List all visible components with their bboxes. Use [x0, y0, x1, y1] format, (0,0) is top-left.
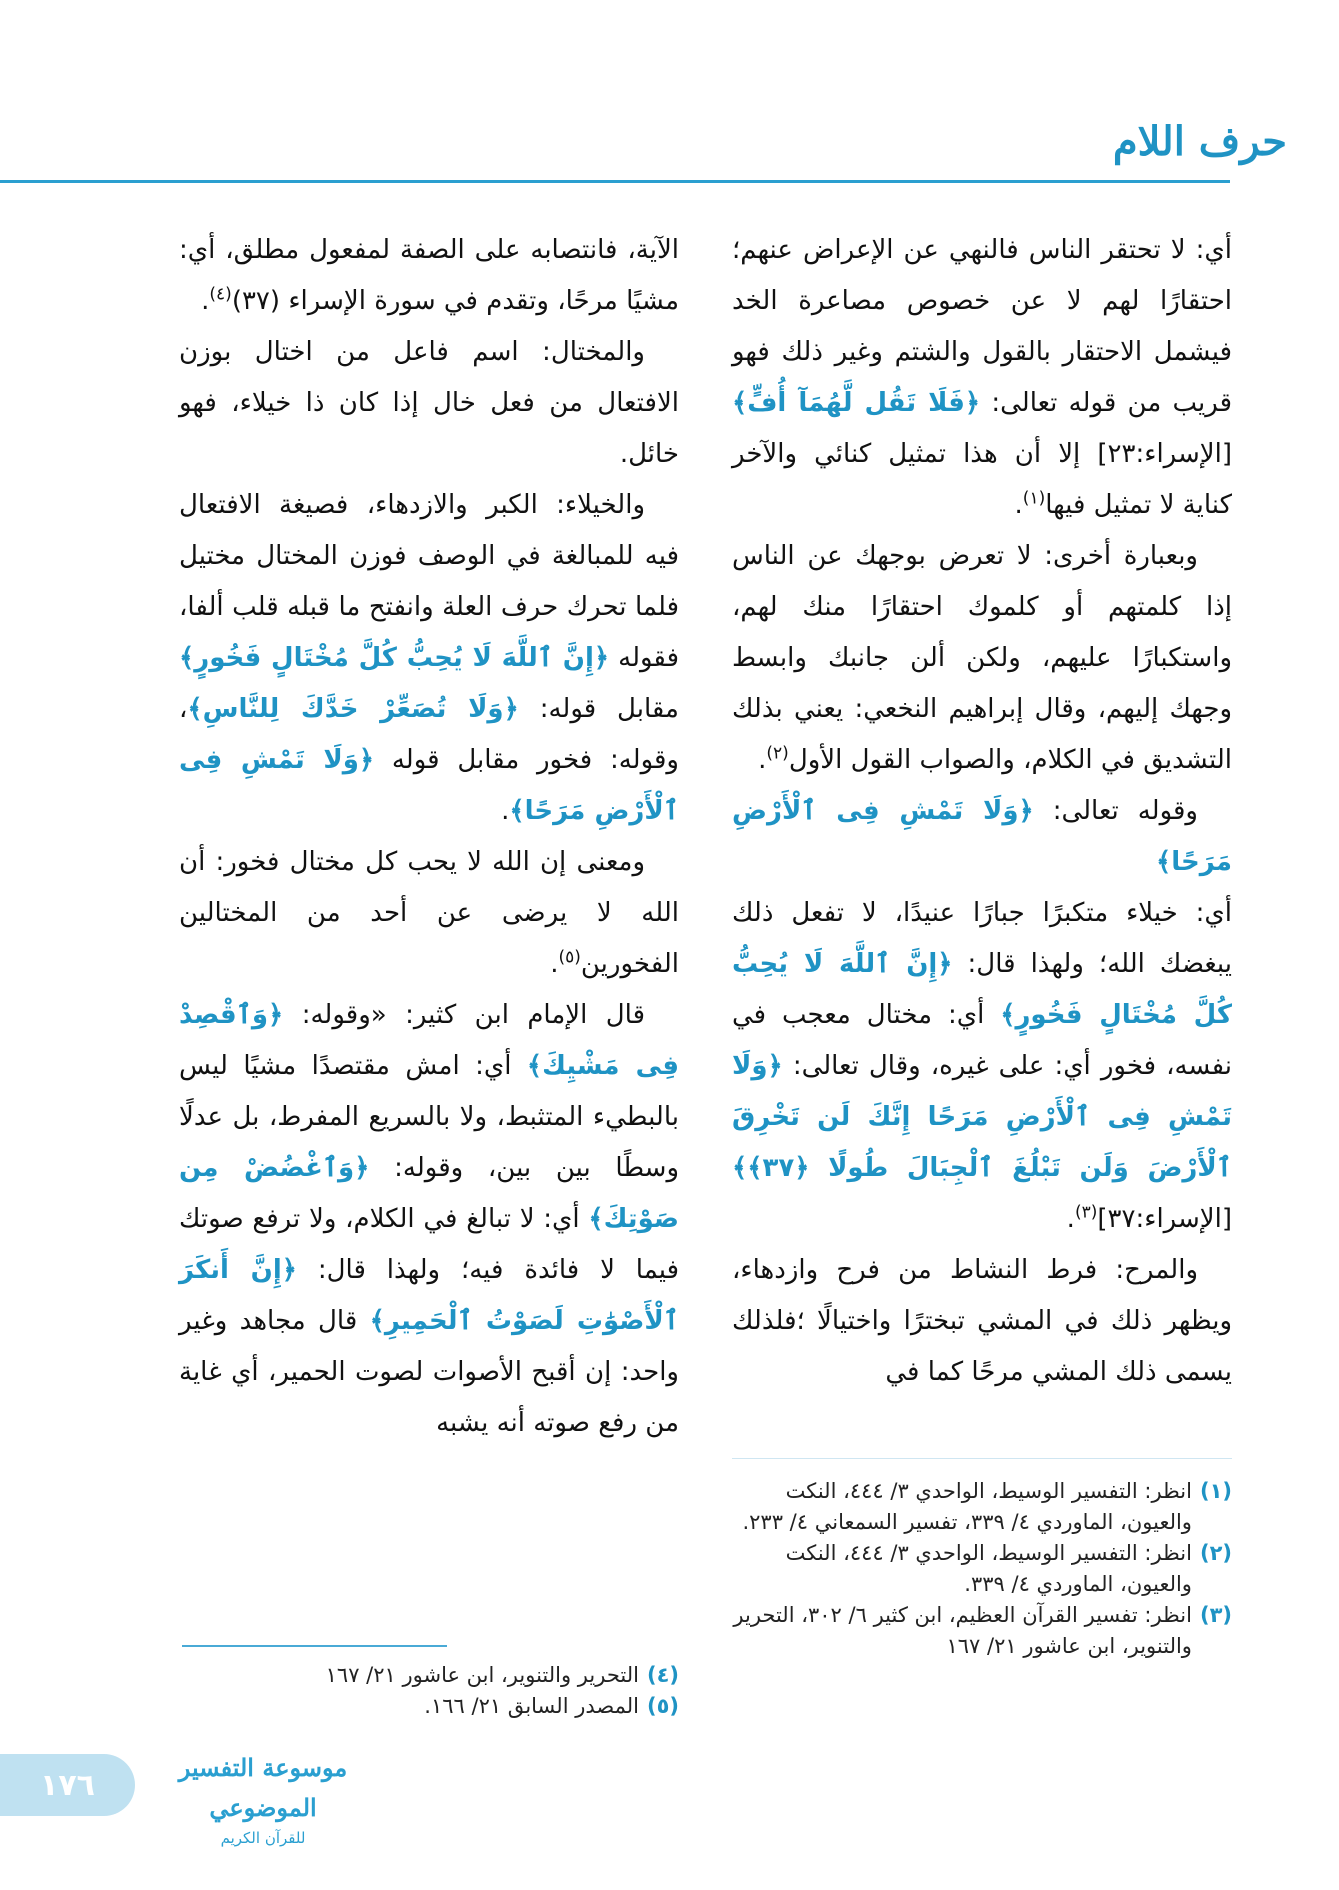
footnote-ref[interactable]: (٥) [558, 947, 581, 968]
footnote-divider [732, 1458, 1232, 1459]
footnote-number: (١) [1199, 1479, 1232, 1503]
footnote-ref[interactable]: (١) [1022, 488, 1046, 509]
paragraph-text: أي: لا تحتقر الناس فالنهي عن الإعراض عنهم؛ احتقارًا لهم لا عن خصوص مصاعرة الخد فيشمل الاحتقار بالقول والشتم وغير ذلك فهو قريب من قوله تعالى: ﴿فَلَا تَقُل لَّهُمَآ أُفٍّ﴾ [الإسراء:٢٣] إلا أن هذا تمثيل كنائي والآخر كناية لا تمثيل فيها [732, 235, 1233, 520]
encyclopedia-logo [168, 1748, 358, 1847]
footnote-ref[interactable]: (٣) [1074, 1202, 1098, 1223]
footnote-item [179, 1691, 679, 1722]
quran-verse: ﴿إِنَّ ٱللَّهَ لَا يُحِبُّ كُلَّ مُخْتَالٍ فَخُورٍ﴾ [732, 949, 1232, 1030]
header-divider [0, 180, 1230, 183]
quran-verse: ﴿وَلَا تَمْشِ فِى ٱلْأَرْضِ مَرَحًا﴾ [179, 745, 679, 826]
footnote-ref[interactable]: (٢) [766, 743, 789, 764]
footnote-text: انظر: التفسير الوسيط، الواحدي ٣/ ٤٤٤، النكت والعيون، الماوردي ٤/ ٣٣٩، تفسير السمعاني ٤/ ٢٣٣. [742, 1479, 1192, 1534]
paragraph-text: والمرح: فرط النشاط من فرح وازدهاء، ويظهر ذلك في المشي تبخترًا واختيالًا ؛فلذلك يسمى ذلك المشي مرحًا كما في [732, 1255, 1232, 1387]
quran-verse: ﴿فَلَا تَقُل لَّهُمَآ أُفٍّ﴾ [732, 388, 981, 418]
paragraph-text: ومعنى إن الله لا يحب كل مختال فخور: أن الله لا يرضى عن أحد من المختالين الفخورين [179, 847, 679, 979]
footnote-ref[interactable]: (٤) [209, 284, 232, 305]
footnote-number: (٣) [1199, 1603, 1232, 1627]
footnote-text: انظر: تفسير القرآن العظيم، ابن كثير ٦/ ٣٠٢، التحرير والتنوير، ابن عاشور ٢١/ ١٦٧ [733, 1603, 1192, 1658]
logo-title: موسوعة التفسير الموضوعي [178, 1753, 348, 1822]
footnote-number: (٥) [646, 1694, 679, 1718]
footnote-number: (٢) [1199, 1541, 1232, 1565]
paragraph: وبعبارة أخرى: لا تعرض بوجهك عن الناس إذا كلمتهم أو كلموك احتقارًا منك لهم، واستكبارًا عليهم، ولكن ألن جانبك وابسط وجهك إليهم، وقال إبراهيم النخعي: يعني بذلك التشديق في الكلام، والصواب القول الأول$^{(٢)}$. [732, 541, 1232, 775]
page-number: ١٧٦ [0, 1754, 135, 1816]
quran-verse: ﴿وَلَا تَمْشِ فِى ٱلْأَرْضِ مَرَحًا﴾ [732, 796, 1232, 877]
paragraph-text: قال الإمام ابن كثير: «وقوله: ﴿وَٱقْصِدْ فِى مَشْيِكَ﴾ أي: امش مقتصدًا مشيًا ليس بالبطيء المتثبط، ولا بالسريع المفرط، بل عدلًا وسطًا بين بين، وقوله: ﴿وَٱغْضُضْ مِن صَوْتِكَ﴾ أي: لا تبالغ في الكلام، ولا ترفع صوتك فيما لا فائدة فيه؛ ولهذا قال: ﴿إِنَّ أَنكَرَ ٱلْأَصْوَٰتِ لَصَوْتُ ٱلْحَمِيرِ﴾ قال مجاهد وغير واحد: إن أقبح الأصوات لصوت الحمير، أي غاية من رفع صوته أنه يشبه [179, 1000, 680, 1438]
paragraph [179, 327, 679, 480]
footnote-number: (٤) [646, 1663, 679, 1687]
logo-subtitle: للقرآن الكريم [220, 1829, 306, 1847]
paragraph [732, 1245, 1232, 1398]
footnote-text: انظر: التفسير الوسيط، الواحدي ٣/ ٤٤٤، النكت والعيون، الماوردي ٤/ ٣٣٩. [785, 1541, 1192, 1596]
paragraph-text: وقوله تعالى: ﴿وَلَا تَمْشِ فِى ٱلْأَرْضِ مَرَحًا﴾ [732, 796, 1232, 877]
footnote-item [732, 1600, 1232, 1662]
paragraph [179, 990, 679, 1449]
footnote-text: التحرير والتنوير، ابن عاشور ٢١/ ١٦٧ [325, 1663, 639, 1687]
footnote-text: المصدر السابق ٢١/ ١٦٦. [424, 1694, 639, 1718]
paragraph-text: والخيلاء: الكبر والازدهاء، فصيغة الافتعال فيه للمبالغة في الوصف فوزن المختال مختيل فلما تحرك حرف العلة وانفتح ما قبله قلب ألفا، فقوله ﴿إِنَّ ٱللَّهَ لَا يُحِبُّ كُلَّ مُخْتَالٍ فَخُورٍ﴾ مقابل قوله: ﴿وَلَا تُصَعِّرْ خَدَّكَ لِلنَّاسِ﴾، وقوله: فخور مقابل قوله ﴿وَلَا تَمْشِ فِى ٱلْأَرْضِ مَرَحًا﴾. [179, 490, 680, 826]
footnote-item [732, 1476, 1232, 1538]
quran-verse: ﴿إِنَّ أَنكَرَ ٱلْأَصْوَٰتِ لَصَوْتُ ٱلْحَمِيرِ﴾ [179, 1255, 680, 1336]
paragraph: أي: خيلاء متكبرًا جبارًا عنيدًا، لا تفعل ذلك يبغضك الله؛ ولهذا قال: ﴿إِنَّ ٱللَّهَ لَا يُحِبُّ كُلَّ مُخْتَالٍ فَخُورٍ﴾ أي: مختال معجب في نفسه، فخور أي: على غيره، وقال تعالى: ﴿وَلَا تَمْشِ فِى ٱلْأَرْضِ مَرَحًا إِنَّكَ لَن تَخْرِقَ ٱلْأَرْضَ وَلَن تَبْلُغَ ٱلْجِبَالَ طُولًا ﴿٣٧﴾﴾ [الإسراء:٣٧]$^{(٣)}$. [732, 898, 1232, 1234]
footnotes-left [179, 1660, 679, 1722]
quran-verse: ﴿وَٱغْضُضْ مِن صَوْتِكَ﴾ [179, 1153, 679, 1234]
footnote-divider [182, 1645, 447, 1647]
footnote-item [179, 1660, 679, 1691]
paragraph: ومعنى إن الله لا يحب كل مختال فخور: أن الله لا يرضى عن أحد من المختالين الفخورين$^{(٥)}$. [179, 847, 679, 979]
column-right [732, 225, 1232, 1398]
quran-verse: ﴿وَلَا تَمْشِ فِى ٱلْأَرْضِ مَرَحًا إِنَّكَ لَن تَخْرِقَ ٱلْأَرْضَ وَلَن تَبْلُغَ ٱلْجِبَالَ طُولًا ﴿٣٧﴾﴾ [732, 1051, 1232, 1183]
chapter-title: حرف اللام [1112, 118, 1287, 165]
paragraph [732, 786, 1232, 888]
footnote-item [732, 1538, 1232, 1600]
paragraph-text: الآية، فانتصابه على الصفة لمفعول مطلق، أي: مشيًا مرحًا، وتقدم في سورة الإسراء (٣٧) [179, 235, 679, 316]
footnotes-right [732, 1476, 1232, 1662]
paragraph-text: أي: خيلاء متكبرًا جبارًا عنيدًا، لا تفعل ذلك يبغضك الله؛ ولهذا قال: ﴿إِنَّ ٱللَّهَ لَا يُحِبُّ كُلَّ مُخْتَالٍ فَخُورٍ﴾ أي: مختال معجب في نفسه، فخور أي: على غيره، وقال تعالى: ﴿وَلَا تَمْشِ فِى ٱلْأَرْضِ مَرَحًا إِنَّكَ لَن تَخْرِقَ ٱلْأَرْضَ وَلَن تَبْلُغَ ٱلْجِبَالَ طُولًا ﴿٣٧﴾﴾ [الإسراء:٣٧] [732, 898, 1232, 1234]
column-left [179, 225, 679, 1449]
paragraph: أي: لا تحتقر الناس فالنهي عن الإعراض عنهم؛ احتقارًا لهم لا عن خصوص مصاعرة الخد فيشمل الاحتقار بالقول والشتم وغير ذلك فهو قريب من قوله تعالى: ﴿فَلَا تَقُل لَّهُمَآ أُفٍّ﴾ [الإسراء:٢٣] إلا أن هذا تمثيل كنائي والآخر كناية لا تمثيل فيها$^{(١)}$. [732, 235, 1233, 520]
quran-verse: ﴿إِنَّ ٱللَّهَ لَا يُحِبُّ كُلَّ مُخْتَالٍ فَخُورٍ﴾ [179, 643, 610, 673]
paragraph: الآية، فانتصابه على الصفة لمفعول مطلق، أي: مشيًا مرحًا، وتقدم في سورة الإسراء (٣٧)$^{(٤)}$. [179, 235, 679, 316]
quran-verse: ﴿وَٱقْصِدْ فِى مَشْيِكَ﴾ [179, 1000, 679, 1081]
paragraph [179, 480, 679, 837]
paragraph-text: وبعبارة أخرى: لا تعرض بوجهك عن الناس إذا كلمتهم أو كلموك احتقارًا منك لهم، واستكبارًا عليهم، ولكن ألن جانبك وابسط وجهك إليهم، وقال إبراهيم النخعي: يعني بذلك التشديق في الكلام، والصواب القول الأول [732, 541, 1232, 775]
quran-verse: ﴿وَلَا تُصَعِّرْ خَدَّكَ لِلنَّاسِ﴾ [187, 694, 519, 724]
paragraph-text: والمختال: اسم فاعل من اختال بوزن الافتعال من فعل خال إذا كان ذا خيلاء، فهو خائل. [179, 337, 679, 469]
